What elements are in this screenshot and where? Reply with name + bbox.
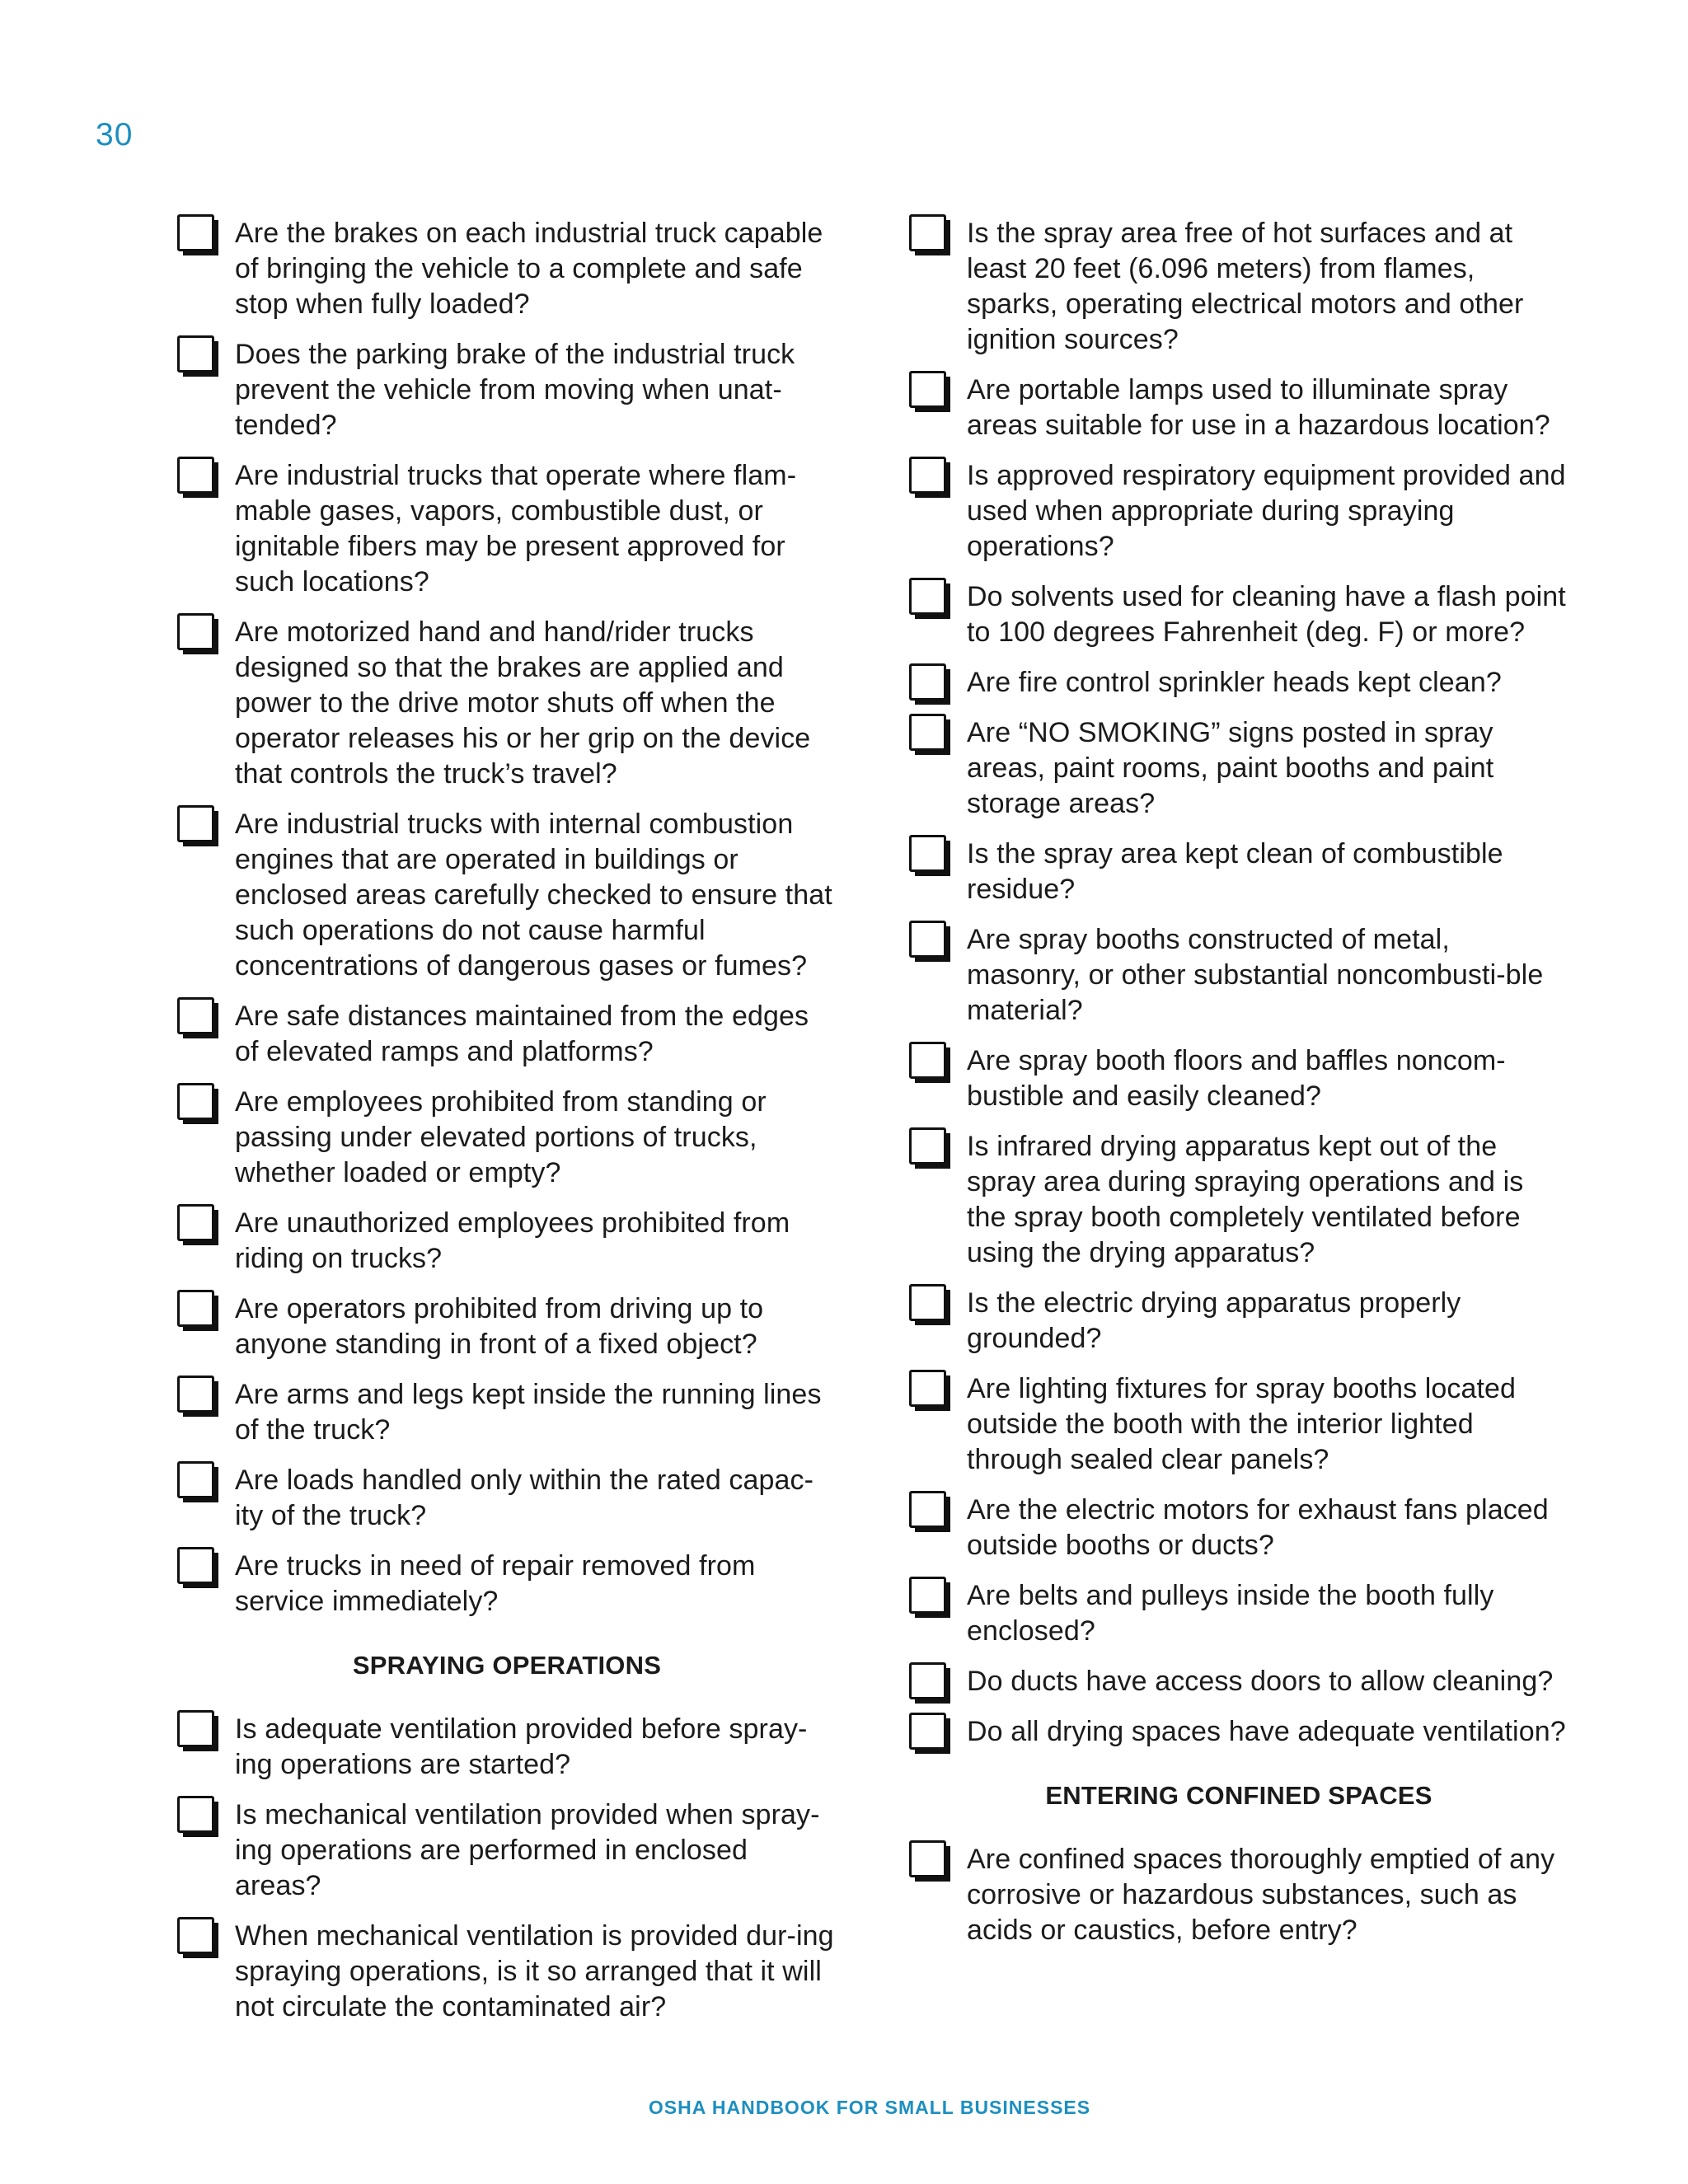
checklist-item <box>177 337 837 443</box>
checklist-item <box>909 922 1568 1029</box>
checkbox[interactable] <box>177 1461 213 1497</box>
item-text: Are belts and pulleys inside the booth fully enclosed? <box>967 1580 1494 1647</box>
checklist-item <box>177 1463 837 1534</box>
item-text: Is the electric drying apparatus properly grounded? <box>967 1287 1461 1354</box>
item-text: Are lighting fixtures for spray booths located outside the booth with the interior lighted through sealed clear panels? <box>967 1373 1517 1475</box>
checkbox[interactable] <box>909 457 945 493</box>
checkbox[interactable] <box>177 1917 213 1953</box>
checklist-item <box>177 1712 837 1783</box>
checklist-item <box>909 837 1568 907</box>
checkbox[interactable] <box>909 1370 945 1406</box>
checkbox[interactable] <box>909 371 945 407</box>
checklist-item <box>177 458 837 600</box>
right-column <box>909 216 1568 1963</box>
item-text: Are spray booths constructed of metal, masonry, or other substantial noncombusti-ble material? <box>967 924 1544 1026</box>
item-text: Is adequate ventilation provided before spray-ing operations are started? <box>235 1713 808 1780</box>
checklist-item <box>909 665 1568 701</box>
checkbox[interactable] <box>909 1042 945 1078</box>
checklist-item <box>909 1578 1568 1649</box>
checklist-item <box>909 1043 1568 1114</box>
checkbox[interactable] <box>177 1290 213 1326</box>
item-text: Are “NO SMOKING” signs posted in spray areas, paint rooms, paint booths and paint storage areas? <box>967 717 1494 819</box>
checkbox[interactable] <box>909 663 945 700</box>
checkbox[interactable] <box>909 1662 945 1699</box>
item-text: Do all drying spaces have adequate ventilation? <box>967 1716 1566 1747</box>
item-text: Are motorized hand and hand/rider trucks designed so that the brakes are applied and power to the drive motor shuts off when the operator releases his or her grip on the device that controls the truck’s travel? <box>235 616 811 790</box>
item-text: Does the parking brake of the industrial truck prevent the vehicle from moving when unat-tended? <box>235 339 795 441</box>
checkbox[interactable] <box>177 613 213 649</box>
checklist-item <box>909 216 1568 358</box>
checklist-item <box>177 1549 837 1619</box>
item-text: Is infrared drying apparatus kept out of the spray area during spraying operations and is the spray booth completely ventilated before using the drying apparatus? <box>967 1131 1524 1268</box>
item-text: Are loads handled only within the rated capac-ity of the truck? <box>235 1465 814 1531</box>
item-text: Are portable lamps used to illuminate spray areas suitable for use in a hazardous location? <box>967 374 1550 441</box>
checklist-item <box>909 1286 1568 1357</box>
checkbox[interactable] <box>909 214 945 251</box>
item-text: Is the spray area free of hot surfaces and at least 20 feet (6.096 meters) from flames, sparks, operating electrical motors and other ignition sources? <box>967 218 1524 355</box>
footer-title: OSHA HANDBOOK FOR SMALL BUSINESSES <box>648 2097 1091 2118</box>
checkbox[interactable] <box>909 1713 945 1749</box>
checkbox[interactable] <box>177 457 213 493</box>
checkbox[interactable] <box>177 1796 213 1832</box>
checkbox[interactable] <box>909 578 945 614</box>
item-text: Are spray booth floors and baffles noncom-bustible and easily cleaned? <box>967 1045 1506 1112</box>
checkbox[interactable] <box>909 1127 945 1164</box>
item-text: Are unauthorized employees prohibited from riding on trucks? <box>235 1207 790 1274</box>
checkbox[interactable] <box>177 997 213 1033</box>
item-text: Is mechanical ventilation provided when spray-ing operations are performed in enclosed areas? <box>235 1799 820 1901</box>
checklist-item <box>177 1797 837 1904</box>
checklist-item <box>909 1842 1568 1948</box>
checkbox[interactable] <box>909 1284 945 1320</box>
item-text: Are operators prohibited from driving up to anyone standing in front of a fixed object? <box>235 1293 764 1360</box>
checklist-item <box>177 1291 837 1362</box>
checklist-item <box>909 1129 1568 1271</box>
item-text: Are arms and legs kept inside the running lines of the truck? <box>235 1379 822 1446</box>
checklist-item <box>177 999 837 1070</box>
checkbox[interactable] <box>177 214 213 251</box>
checklist-item <box>909 1714 1568 1750</box>
item-text: Are the electric motors for exhaust fans placed outside booths or ducts? <box>967 1494 1549 1561</box>
checklist-item <box>177 1206 837 1277</box>
checkbox[interactable] <box>177 1083 213 1119</box>
item-text: Are trucks in need of repair removed from service immediately? <box>235 1550 756 1617</box>
checklist-item <box>177 1085 837 1191</box>
checklist-item <box>177 1377 837 1448</box>
checklist-item <box>177 216 837 322</box>
checklist-item <box>909 579 1568 650</box>
checkbox[interactable] <box>909 835 945 871</box>
item-text: Are employees prohibited from standing or passing under elevated portions of trucks, whether loaded or empty? <box>235 1086 767 1188</box>
checkbox[interactable] <box>909 1840 945 1877</box>
checkbox[interactable] <box>177 335 213 372</box>
item-text: Are the brakes on each industrial truck capable of bringing the vehicle to a complete and safe stop when fully loaded? <box>235 218 823 320</box>
checkbox[interactable] <box>909 1577 945 1613</box>
checklist-item <box>177 1919 837 2025</box>
item-text: Do solvents used for cleaning have a flash point to 100 degrees Fahrenheit (deg. F) or more? <box>967 581 1566 648</box>
checklist-item <box>909 1493 1568 1563</box>
item-text: Are confined spaces thoroughly emptied of any corrosive or hazardous substances, such as acids or caustics, before entry? <box>967 1844 1555 1946</box>
checklist-item <box>909 373 1568 443</box>
checkbox[interactable] <box>177 1376 213 1412</box>
checkbox[interactable] <box>909 714 945 750</box>
section-title-entering-confined-spaces: ENTERING CONFINED SPACES <box>1045 1781 1432 1810</box>
item-text: Are fire control sprinkler heads kept clean? <box>967 667 1502 698</box>
page-number: 30 <box>96 117 134 152</box>
checkbox[interactable] <box>177 1547 213 1583</box>
section-title-spraying-operations: SPRAYING OPERATIONS <box>352 1651 662 1680</box>
checkbox[interactable] <box>909 921 945 957</box>
left-column <box>177 216 837 2040</box>
checkbox[interactable] <box>177 1710 213 1746</box>
checkbox[interactable] <box>177 805 213 841</box>
item-text: Are industrial trucks that operate where flam-mable gases, vapors, combustible dust, or ignitable fibers may be present approved for such locations? <box>235 460 797 598</box>
checklist-item <box>909 1664 1568 1699</box>
item-text: Do ducts have access doors to allow cleaning? <box>967 1666 1554 1697</box>
item-text: Are safe distances maintained from the edges of elevated ramps and platforms? <box>235 1001 809 1067</box>
item-text: Is the spray area kept clean of combustible residue? <box>967 838 1503 905</box>
checklist-item <box>177 615 837 792</box>
checklist-item <box>909 1371 1568 1478</box>
item-text: When mechanical ventilation is provided dur-ing spraying operations, is it so arranged that it will not circulate the contaminated air? <box>235 1920 834 2022</box>
checklist-item <box>909 458 1568 565</box>
checkbox[interactable] <box>909 1491 945 1527</box>
item-text: Are industrial trucks with internal combustion engines that are operated in buildings or enclosed areas carefully checked to ensure that such operations do not cause harmful concentrations of dangerous gases or fumes? <box>235 808 832 982</box>
item-text: Is approved respiratory equipment provided and used when appropriate during spraying operations? <box>967 460 1566 562</box>
checklist-item <box>177 807 837 984</box>
checklist-item <box>909 715 1568 822</box>
checkbox[interactable] <box>177 1204 213 1240</box>
